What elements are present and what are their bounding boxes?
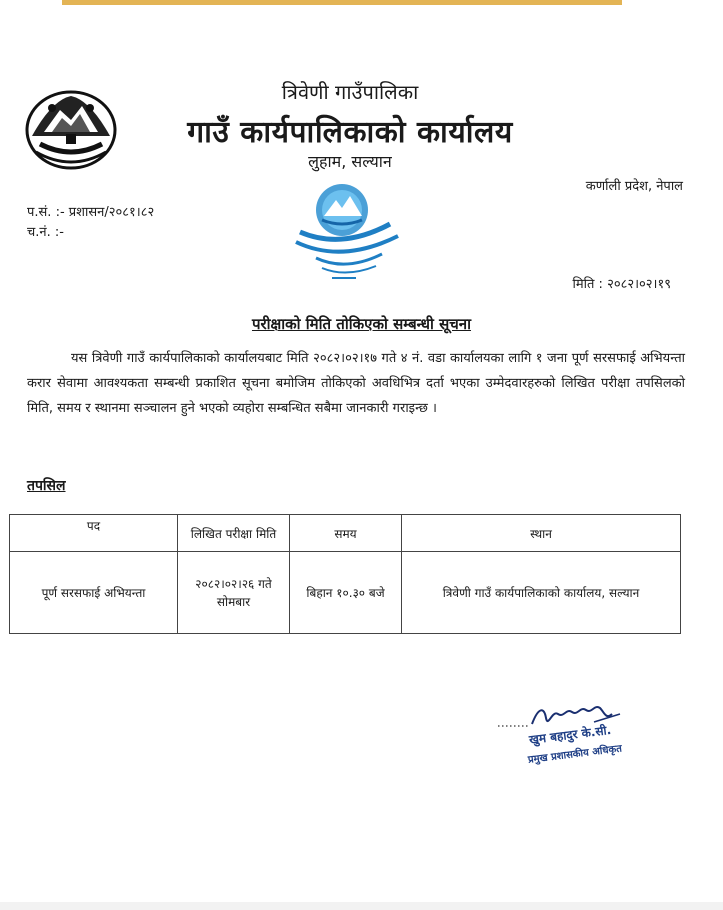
office-address: लुहाम, सल्यान (308, 152, 392, 171)
municipality-seal-icon (286, 180, 404, 288)
cell-time: बिहान १०.३० बजे (290, 552, 402, 634)
notice-subject: परीक्षाको मिति तोकिएको सम्बन्धी सूचना (251, 315, 472, 333)
cell-exam-date (178, 552, 290, 634)
details-heading: तपसिल (27, 478, 66, 494)
page-bottom-edge (0, 902, 723, 910)
nepal-emblem-icon (22, 86, 120, 172)
exam-day-value: सोमबार (216, 594, 251, 609)
signatory-title: प्रमुख प्रशासकीय अधिकृत (527, 743, 623, 766)
notice-body: यस त्रिवेणी गाउँ कार्यपालिकाको कार्यालयबाट मिति २०८२।०२।१७ गते ४ नं. वडा कार्यालयका लागि १ जना पूर्ण सरसफाई अभियन्ता करार सेवामा आवश्यकता सम्बन्धी प्रकाशित सूचना बमोजिम तोकिएको अवधिभित्र दर्ता भएका उम्मेदवारहरुको लिखित परीक्षा तपसिलको मिति, समय र स्थानमा सञ्चालन हुने भएको व्यहोरा सम्बन्धित सबैमा जानकारी गराइन्छ । (27, 351, 685, 416)
signatory-name: खुम बहादुर के.सी. (528, 722, 612, 747)
municipality-name: त्रिवेणी गाउँपालिका (281, 80, 419, 104)
dispatch-number: च.नं. :- (27, 225, 64, 240)
letter-number: प.सं. :- प्रशासन/२०८१।८२ (27, 205, 155, 220)
issue-date: मिति : २०८२।०२।१९ (572, 277, 671, 292)
exam-date-value: २०८२।०२।२६ गते (195, 576, 272, 591)
table-row (10, 552, 681, 634)
cell-venue: त्रिवेणी गाउँ कार्यपालिकाको कार्यालय, सल्यान (402, 552, 681, 634)
top-edge-strip (62, 0, 622, 5)
header-exam-date: लिखित परीक्षा मिति (178, 515, 290, 552)
header-venue: स्थान (402, 515, 681, 552)
office-name: गाउँ कार्यपालिकाको कार्यालय (187, 115, 513, 150)
province-label: कर्णाली प्रदेश, नेपाल (585, 179, 683, 194)
cell-post: पूर्ण सरसफाई अभियन्ता (10, 552, 178, 634)
table-header-row (10, 515, 681, 552)
header-post: पद (10, 515, 178, 552)
header-time: समय (290, 515, 402, 552)
exam-schedule-table (9, 514, 681, 634)
